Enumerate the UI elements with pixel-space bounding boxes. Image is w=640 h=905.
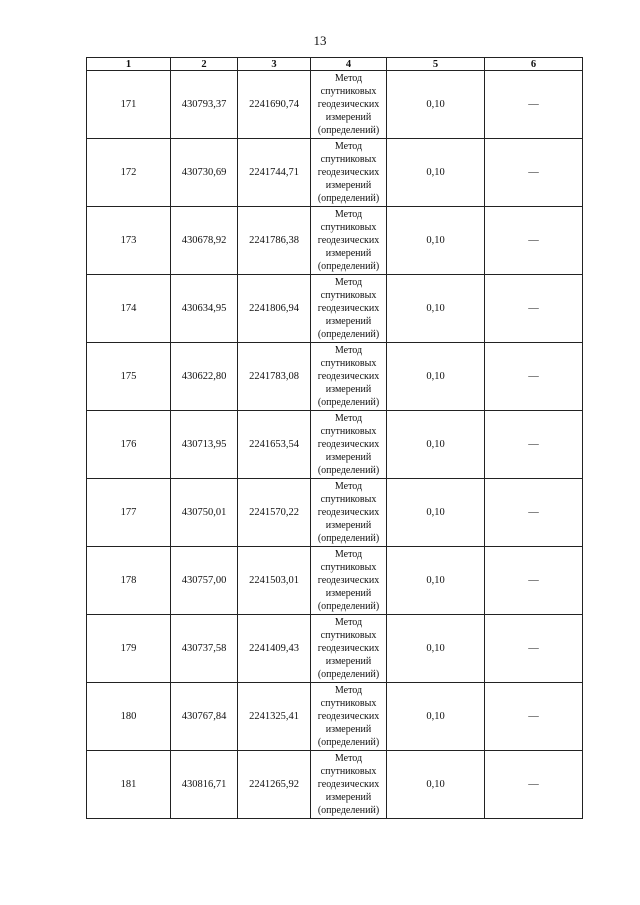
accuracy-cell: 0,10 <box>387 275 485 343</box>
point-number-cell: 175 <box>87 343 171 411</box>
description-cell: — <box>485 479 583 547</box>
x-coordinate-cell: 430793,37 <box>171 71 238 139</box>
point-number-cell: 172 <box>87 139 171 207</box>
x-coordinate-cell: 430737,58 <box>171 615 238 683</box>
table-row <box>87 207 583 275</box>
description-cell: — <box>485 207 583 275</box>
point-number-cell: 174 <box>87 275 171 343</box>
x-coordinate-cell: 430767,84 <box>171 683 238 751</box>
y-coordinate-cell: 2241744,71 <box>238 139 311 207</box>
description-cell: — <box>485 71 583 139</box>
table-row <box>87 275 583 343</box>
table-row <box>87 479 583 547</box>
method-cell: Метод спутниковых геодезических измерений (определений) <box>311 275 387 343</box>
y-coordinate-cell: 2241325,41 <box>238 683 311 751</box>
point-number-cell: 171 <box>87 71 171 139</box>
table-row <box>87 343 583 411</box>
accuracy-cell: 0,10 <box>387 751 485 819</box>
accuracy-cell: 0,10 <box>387 207 485 275</box>
point-number-cell: 173 <box>87 207 171 275</box>
method-cell: Метод спутниковых геодезических измерений (определений) <box>311 615 387 683</box>
y-coordinate-cell: 2241690,74 <box>238 71 311 139</box>
point-number-cell: 176 <box>87 411 171 479</box>
x-coordinate-cell: 430678,92 <box>171 207 238 275</box>
table-row <box>87 683 583 751</box>
y-coordinate-cell: 2241806,94 <box>238 275 311 343</box>
method-cell: Метод спутниковых геодезических измерений (определений) <box>311 479 387 547</box>
y-coordinate-cell: 2241653,54 <box>238 411 311 479</box>
table-header-row <box>87 58 583 71</box>
point-number-cell: 180 <box>87 683 171 751</box>
table-row <box>87 71 583 139</box>
description-cell: — <box>485 343 583 411</box>
x-coordinate-cell: 430816,71 <box>171 751 238 819</box>
method-cell: Метод спутниковых геодезических измерений (определений) <box>311 751 387 819</box>
y-coordinate-cell: 2241570,22 <box>238 479 311 547</box>
column-header: 5 <box>387 58 485 71</box>
table-row <box>87 547 583 615</box>
method-cell: Метод спутниковых геодезических измерений (определений) <box>311 71 387 139</box>
accuracy-cell: 0,10 <box>387 343 485 411</box>
y-coordinate-cell: 2241265,92 <box>238 751 311 819</box>
accuracy-cell: 0,10 <box>387 139 485 207</box>
point-number-cell: 179 <box>87 615 171 683</box>
description-cell: — <box>485 615 583 683</box>
column-header: 6 <box>485 58 583 71</box>
method-cell: Метод спутниковых геодезических измерений (определений) <box>311 547 387 615</box>
x-coordinate-cell: 430750,01 <box>171 479 238 547</box>
column-header: 4 <box>311 58 387 71</box>
description-cell: — <box>485 139 583 207</box>
y-coordinate-cell: 2241409,43 <box>238 615 311 683</box>
description-cell: — <box>485 683 583 751</box>
accuracy-cell: 0,10 <box>387 479 485 547</box>
accuracy-cell: 0,10 <box>387 411 485 479</box>
x-coordinate-cell: 430622,80 <box>171 343 238 411</box>
point-number-cell: 177 <box>87 479 171 547</box>
coordinates-table <box>86 57 583 819</box>
column-header: 2 <box>171 58 238 71</box>
table-row <box>87 411 583 479</box>
x-coordinate-cell: 430713,95 <box>171 411 238 479</box>
method-cell: Метод спутниковых геодезических измерений (определений) <box>311 411 387 479</box>
description-cell: — <box>485 275 583 343</box>
x-coordinate-cell: 430730,69 <box>171 139 238 207</box>
description-cell: — <box>485 411 583 479</box>
column-header: 3 <box>238 58 311 71</box>
method-cell: Метод спутниковых геодезических измерений (определений) <box>311 207 387 275</box>
description-cell: — <box>485 547 583 615</box>
x-coordinate-cell: 430757,00 <box>171 547 238 615</box>
table-row <box>87 139 583 207</box>
method-cell: Метод спутниковых геодезических измерений (определений) <box>311 139 387 207</box>
accuracy-cell: 0,10 <box>387 71 485 139</box>
accuracy-cell: 0,10 <box>387 547 485 615</box>
y-coordinate-cell: 2241786,38 <box>238 207 311 275</box>
table-row <box>87 615 583 683</box>
y-coordinate-cell: 2241503,01 <box>238 547 311 615</box>
point-number-cell: 181 <box>87 751 171 819</box>
y-coordinate-cell: 2241783,08 <box>238 343 311 411</box>
table-row <box>87 751 583 819</box>
accuracy-cell: 0,10 <box>387 615 485 683</box>
method-cell: Метод спутниковых геодезических измерений (определений) <box>311 683 387 751</box>
page-number: 13 <box>313 33 327 48</box>
description-cell: — <box>485 751 583 819</box>
table-body <box>87 71 583 819</box>
x-coordinate-cell: 430634,95 <box>171 275 238 343</box>
method-cell: Метод спутниковых геодезических измерений (определений) <box>311 343 387 411</box>
point-number-cell: 178 <box>87 547 171 615</box>
column-header: 1 <box>87 58 171 71</box>
accuracy-cell: 0,10 <box>387 683 485 751</box>
